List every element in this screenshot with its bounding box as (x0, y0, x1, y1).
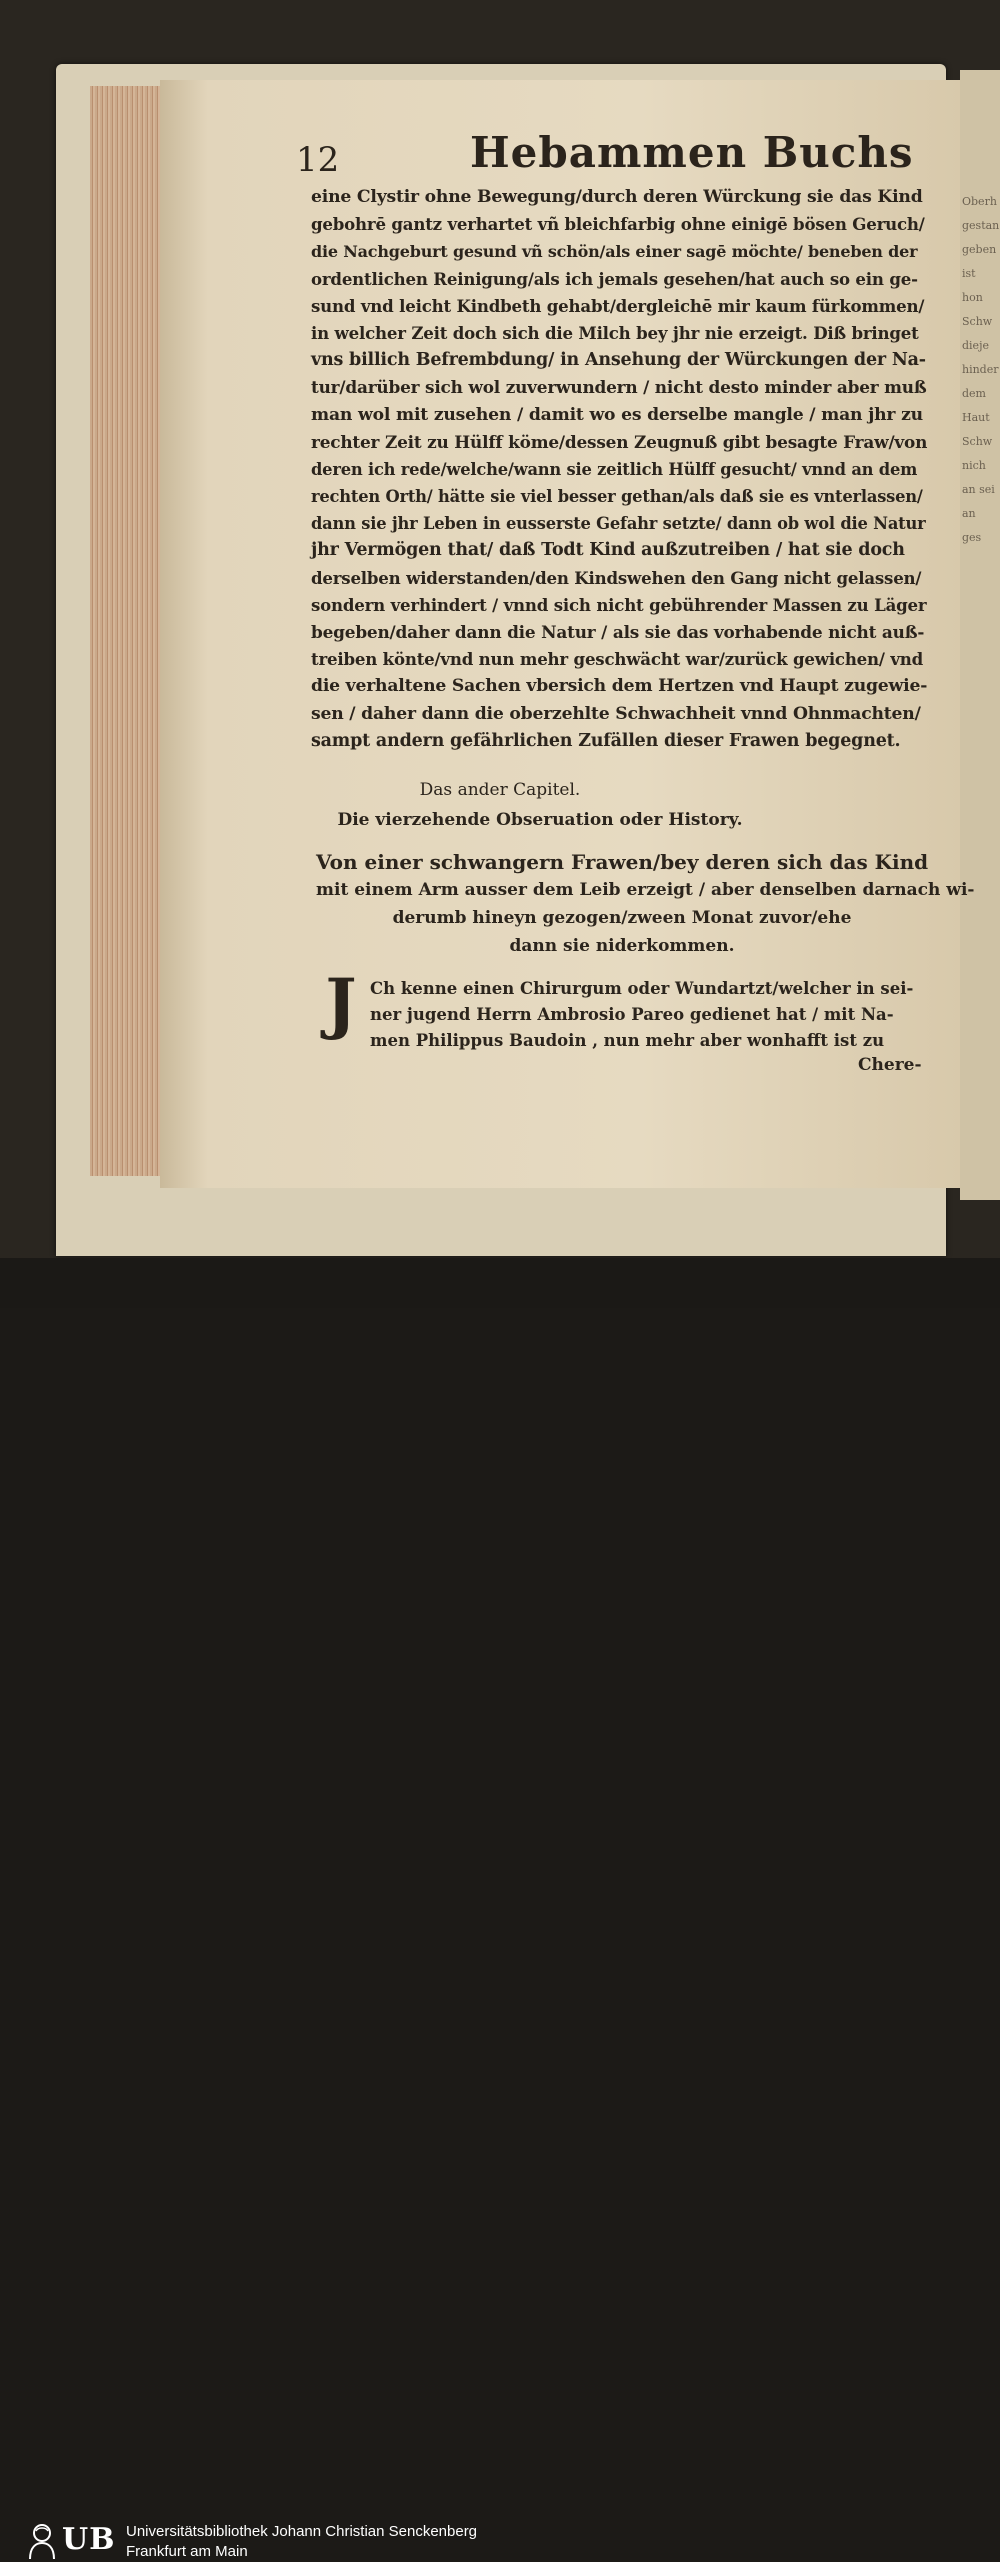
text-line: sen / daher dann die oberzehlte Schwachheit vnnd Ohnmachten/ (311, 703, 921, 724)
catchword: Chere- (858, 1055, 922, 1075)
text-line: derselben widerstanden/den Kindswehen den Gang nicht gelassen/ (311, 567, 922, 588)
text-line: begeben/daher dann die Natur / als sie das vorhabende nicht auß- (311, 622, 925, 642)
senckenberg-bust-icon (24, 2521, 60, 2561)
title-line: derumb hineyn gezogen/zween Monat zuvor/ehe (392, 908, 852, 928)
observation-heading: Die vierzehende Obseruation oder History. (337, 810, 743, 830)
text-line: men Philippus Baudoin , nun mehr aber wonhafft ist zu (370, 1031, 885, 1050)
facing-page-fragment: dieje (962, 339, 989, 352)
title-line: mit einem Arm ausser dem Leib erzeigt / aber denselben darnach wi- (316, 880, 975, 900)
page-number: 12 (296, 140, 340, 180)
facing-page-fragment: Schw (962, 435, 993, 448)
drop-cap: J (325, 964, 357, 1042)
text-line: die verhaltene Sachen vbersich dem Hertzen vnd Haupt zugewie- (311, 676, 928, 697)
text-line: rechten Orth/ hätte sie viel besser gethan/als daß sie es vnterlassen/ (311, 487, 923, 507)
facing-page-fragment: ist (962, 267, 976, 280)
footer-bar (0, 1258, 1000, 2560)
text-line: sampt andern gefährlichen Zufällen dieser Frawen begegnet. (311, 730, 901, 751)
text-line: eine Clystir ohne Bewegung/durch deren Würckung sie das Kind (311, 187, 923, 207)
text-line: dann sie jhr Leben in eusserste Gefahr setzte/ dann ob wol die Natur (311, 514, 926, 534)
scan-area (0, 0, 1000, 1258)
text-line: sund vnd leicht Kindbeth gehabt/dergleichē mir kaum fürkommen/ (311, 295, 925, 316)
body-text (311, 184, 927, 755)
text-line: ner jugend Herrn Ambrosio Pareo gedienet hat / mit Na- (370, 1005, 894, 1024)
facing-page-fragment: an (962, 507, 976, 520)
paragraph-text (370, 976, 930, 1054)
text-line: rechter Zeit zu Hülff köme/dessen Zeugnuß gibt besagte Fraw/von (311, 431, 928, 452)
facing-page-fragment: Haut (962, 411, 990, 424)
library-name-line: Universitätsbibliothek Johann Christian Senckenberg (126, 2523, 478, 2540)
text-line: treiben könte/vnd nun mehr geschwächt war/zurück gewichen/ vnd (311, 649, 924, 670)
facing-page-fragment: dem (962, 387, 986, 400)
running-head: Hebammen Buchs (470, 128, 914, 177)
text-line: man wol mit zusehen / damit wo es derselbe mangle / man jhr zu (311, 404, 923, 425)
facing-page-fragment: an sei (962, 483, 995, 496)
facing-page-fragment: nich (962, 459, 986, 472)
text-line: gebohrē gantz verhartet vñ bleichfarbig ohne einigē bösen Geruch/ (311, 214, 925, 235)
library-city-line: Frankfurt am Main (126, 2543, 248, 2560)
library-logo[interactable]: UB (62, 2522, 116, 2557)
text-line: ordentlichen Reinigung/als ich jemals gesehen/hat auch so ein ge- (311, 268, 918, 289)
facing-page-fragment: gestan (962, 219, 1000, 232)
text-line: Ch kenne einen Chirurgum oder Wundartzt/welcher in sei- (370, 979, 914, 998)
facing-page-fragment: Schw (962, 315, 993, 328)
section-title (316, 848, 975, 960)
text-line: deren ich rede/welche/wann sie zeitlich Hülff gesucht/ vnnd an dem (311, 459, 918, 479)
text-line: in welcher Zeit doch sich die Milch bey jhr nie erzeigt. Diß bringet (311, 322, 919, 343)
facing-page-fragment: hon (962, 291, 983, 304)
text-line: jhr Vermögen that/ daß Todt Kind außzutreiben / hat sie doch (311, 540, 905, 561)
facing-page-fragment: Oberh (962, 195, 997, 208)
printed-text (0, 0, 1000, 1258)
title-line: Von einer schwangern Frawen/bey deren sich das Kind (316, 850, 929, 874)
text-line: die Nachgeburt gesund vñ schön/als einer sagē möchte/ beneben der (311, 242, 918, 262)
text-line: tur/darüber sich wol zuverwundern / nicht desto minder aber muß (311, 377, 927, 398)
text-line: vns billich Befrembdung/ in Ansehung der Würckungen der Na- (311, 350, 926, 371)
title-line: dann sie niderkommen. (509, 936, 735, 956)
library-name (126, 2522, 477, 2562)
facing-page-fragment: hinder (962, 363, 999, 376)
chapter-heading: Das ander Capitel. (419, 780, 581, 800)
text-line: sondern verhindert / vnnd sich nicht gebührender Massen zu Läger (311, 594, 927, 615)
facing-page-fragment: geben (962, 243, 997, 256)
facing-page-fragment: ges (962, 531, 982, 544)
